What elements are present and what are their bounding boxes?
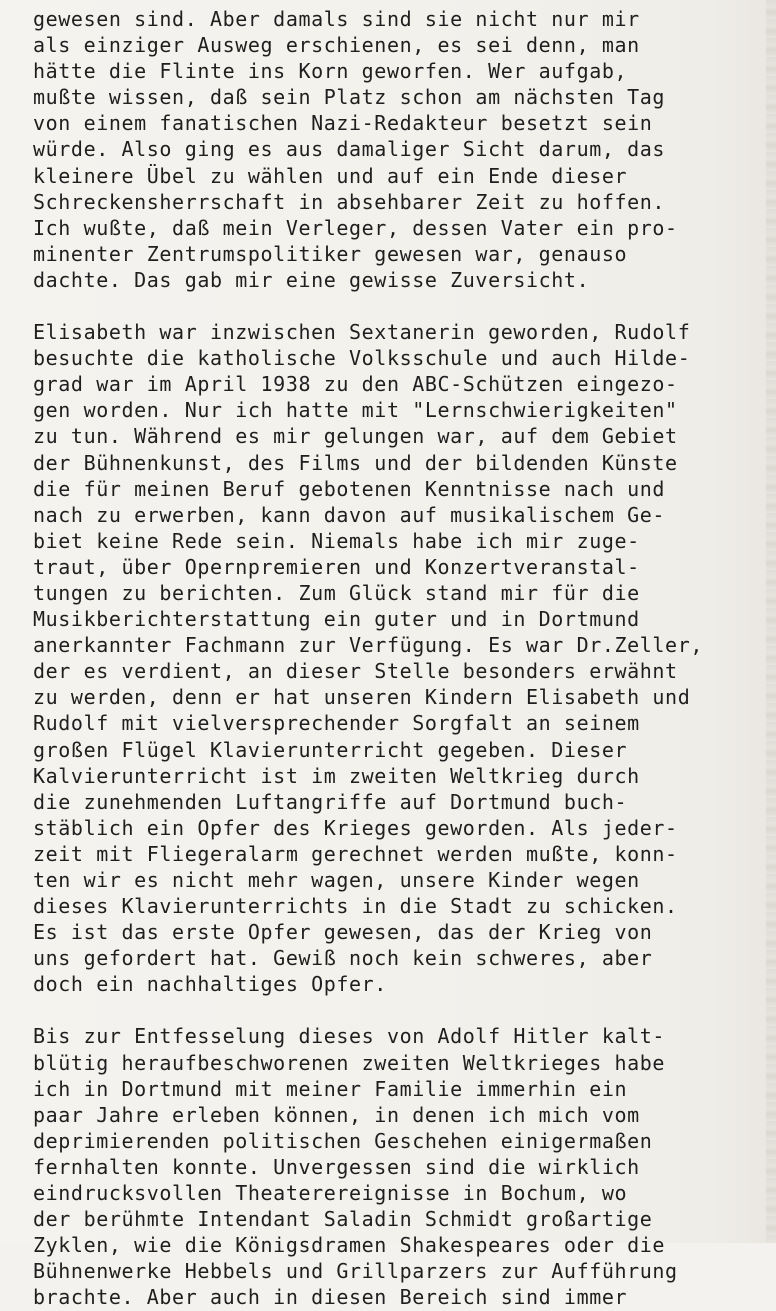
text-line: zeit mit Fliegeralarm gerechnet werden mußte, konn- <box>33 841 678 866</box>
text-line: zu tun. Während es mir gelungen war, auf dem Gebiet <box>33 424 678 449</box>
text-line: würde. Also ging es aus damaliger Sicht darum, das <box>33 137 666 162</box>
text-line: biet keine Rede sein. Niemals habe ich mir zuge- <box>33 528 640 553</box>
text-line: stäblich ein Opfer des Krieges geworden. Als jeder- <box>33 815 678 840</box>
text-line: Ich wußte, daß mein Verleger, dessen Vater ein pro- <box>33 215 678 240</box>
paragraph-gap <box>33 997 771 1023</box>
paragraph <box>33 6 771 293</box>
text-line: nach zu erwerben, kann davon auf musikalischem Ge- <box>33 502 666 527</box>
text-line: eindrucksvollen Theaterereignisse in Bochum, wo <box>33 1181 628 1206</box>
body-text <box>33 6 771 1311</box>
text-line: fernhalten konnte. Unvergessen sind die wirklich <box>33 1154 640 1179</box>
text-line: gewesen sind. Aber damals sind sie nicht nur mir <box>33 7 640 31</box>
text-line: Bühnenwerke Hebbels und Grillparzers zur Aufführung <box>33 1259 678 1284</box>
text-line: Bis zur Entfesselung dieses von Adolf Hitler kalt- <box>33 1024 666 1049</box>
text-line: tungen zu berichten. Zum Glück stand mir für die <box>33 580 640 605</box>
text-line: als einziger Ausweg erschienen, es sei denn, man <box>33 33 640 58</box>
text-line: mußte wissen, daß sein Platz schon am nächsten Tag <box>33 85 666 110</box>
text-line: paar Jahre erleben können, in denen ich mich vom <box>33 1102 640 1127</box>
text-line: dieses Klavierunterrichts in die Stadt zu schicken. <box>33 894 678 919</box>
text-line: hätte die Flinte ins Korn geworfen. Wer aufgab, <box>33 59 628 84</box>
text-line: von einem fanatischen Nazi-Redakteur besetzt sein <box>33 111 653 136</box>
text-line: minenter Zentrumspolitiker gewesen war, genauso <box>33 241 628 266</box>
text-line: großen Flügel Klavierunterricht gegeben. Dieser <box>33 737 628 762</box>
text-line: brachte. Aber auch in diesen Bereich sind immer <box>33 1285 628 1310</box>
paragraph <box>33 1023 771 1310</box>
text-line: die zunehmenden Luftangriffe auf Dortmund buch- <box>33 789 628 814</box>
text-line: Musikberichterstattung ein guter und in Dortmund <box>33 607 640 632</box>
text-line: anerkannter Fachmann zur Verfügung. Es war Dr.Zeller, <box>33 633 703 658</box>
text-line: Es ist das erste Opfer gewesen, das der Krieg von <box>33 920 653 945</box>
text-line: dachte. Das gab mir eine gewisse Zuversicht. <box>33 267 590 292</box>
text-line: kleinere Übel zu wählen und auf ein Ende dieser <box>33 163 628 188</box>
text-line: die für meinen Beruf gebotenen Kenntnisse nach und <box>33 476 666 501</box>
text-line: doch ein nachhaltiges Opfer. <box>33 972 387 997</box>
text-line: Elisabeth war inzwischen Sextanerin geworden, Rudolf <box>33 320 691 345</box>
text-line: besuchte die katholische Volksschule und auch Hilde- <box>33 346 691 371</box>
text-line: ten wir es nicht mehr wagen, unsere Kinder wegen <box>33 868 640 892</box>
text-line: blütig heraufbeschworenen zweiten Weltkrieges habe <box>33 1050 666 1075</box>
text-line: der berühmte Intendant Saladin Schmidt großartige <box>33 1207 653 1232</box>
text-line: der Bühnenkunst, des Films und der bildenden Künste <box>33 450 678 475</box>
text-line: Rudolf mit vielversprechender Sorgfalt an seinem <box>33 711 640 736</box>
text-line: gen worden. Nur ich hatte mit "Lernschwierigkeiten" <box>33 398 678 423</box>
text-line: grad war im April 1938 zu den ABC-Schützen eingezo- <box>33 372 678 397</box>
text-line: der es verdient, an dieser Stelle besonders erwähnt <box>33 659 678 684</box>
text-line: ich in Dortmund mit meiner Familie immerhin ein <box>33 1076 628 1101</box>
paragraph <box>33 319 771 997</box>
text-line: traut, über Opernpremieren und Konzertveranstal- <box>33 554 640 579</box>
text-line: Zyklen, wie die Königsdramen Shakespeares oder die <box>33 1233 666 1258</box>
paragraph-gap <box>33 293 771 319</box>
text-line: deprimierenden politischen Geschehen einigermaßen <box>33 1128 653 1153</box>
text-line: Kalvierunterricht ist im zweiten Weltkrieg durch <box>33 763 640 788</box>
text-line: Schreckensherrschaft in absehbarer Zeit zu hoffen. <box>33 189 666 214</box>
text-line: uns gefordert hat. Gewiß noch kein schweres, aber <box>33 946 653 971</box>
text-line: zu werden, denn er hat unseren Kindern Elisabeth und <box>33 685 691 710</box>
